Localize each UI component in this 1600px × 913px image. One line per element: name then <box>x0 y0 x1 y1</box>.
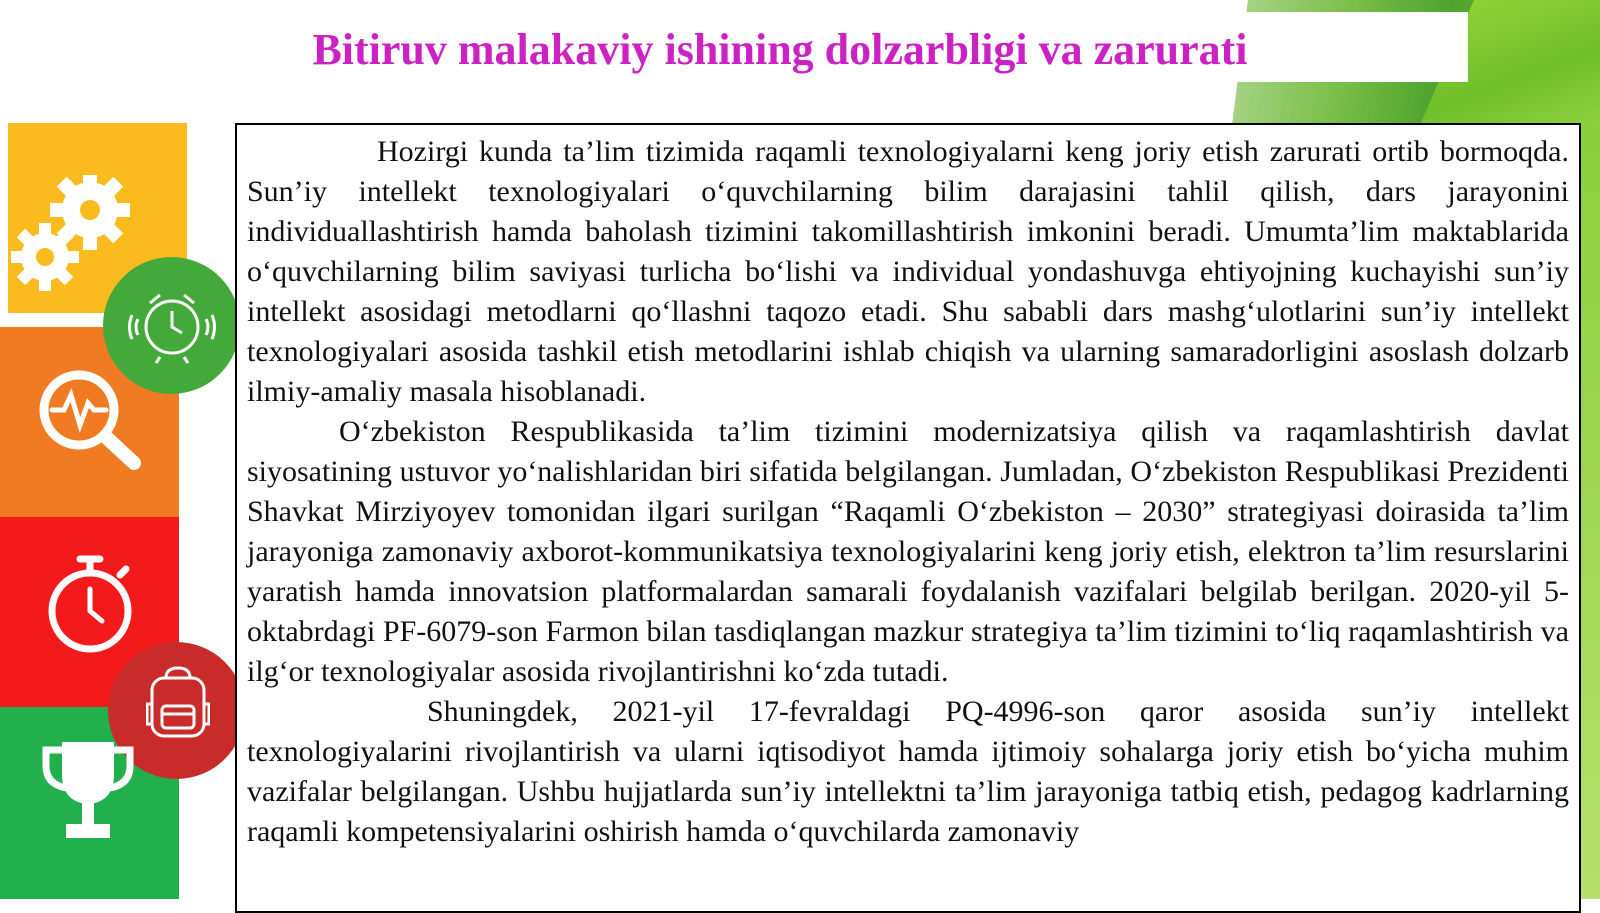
gears-icon <box>8 175 148 295</box>
paragraph-2: O‘zbekiston Respublikasida ta’lim tizimini modernizatsiya qilish va raqamlashtirish davlat siyosatining ustuvor yo‘nalishlaridan biri sifatida belgilangan. Jumladan, O‘zbekiston Respublikasi Prezidenti Shavkat Mirziyoyev tomonidan ilgari surilgan “Raqamli O‘zbekiston – 2030” strategiyasi doirasida ta’lim jarayoniga zamonaviy axborot-kommunikatsiya texnologiyalarini keng joriy etish, elektron ta’lim resurslarini yaratish hamda innovatsion platformalardan samarali foydalanish vazifalari belgilab berilgan. 2020-yil 5-oktabrdagi PF-6079-son Farmon bilan tasdiqlangan mazkur strategiya ta’lim tizimini to‘liq raqamlashtirish va ilg‘or texnologiyalar asosida rivojlantirishni ko‘zda tutadi. <box>247 415 1569 688</box>
slide-title: Bitiruv malakaviy ishining dolzarbligi va zarurati <box>312 25 1248 74</box>
right-green-strip <box>1580 125 1600 899</box>
stopwatch-icon <box>44 553 136 653</box>
trophy-icon <box>40 738 136 846</box>
backpack-icon <box>146 666 210 740</box>
alarm-clock-icon <box>128 285 216 365</box>
body-text <box>247 132 1569 852</box>
paragraph-1: Hozirgi kunda ta’lim tizimida raqamli texnologiyalarni keng joriy etish zarurati ortib bormoqda. Sun’iy intellekt texnologiyalari o‘quvchilarning bilim darajasini tahlil qilish, dars jarayonini individuallashtirish hamda baholash tizimini takomillashtirish imkonini beradi. Umumta’lim maktablarida o‘quvchilarning bilim saviyasi turlicha bo‘lishi va individual yondashuvga ehtiyojning kuchayishi sun’iy intellekt asosidagi metodlarni qo‘llashni taqozo etadi. Shu sababli dars mashg‘ulotlarini sun’iy intellekt texnologiyalari asosida tashkil etish metodlarini ishlab chiqish va ularning samaradorligini asoslash dolzarb ilmiy-amaliy masala hisoblanadi. <box>247 135 1569 408</box>
search-pulse-icon <box>34 365 149 475</box>
paragraph-3: Shuningdek, 2021-yil 17-fevraldagi PQ-4996-son qaror asosida sun’iy intellekt texnologiyalarini rivojlantirish va ularni iqtisodiyot hamda ijtimoiy sohalarga joriy etish bo‘yicha muhim vazifalar belgilangan. Ushbu hujjatlarda sun’iy intellektni ta’lim jarayoniga tatbiq etish, pedagog kadrlarning raqamli kompetensiyalarini oshirish hamda o‘quvchilarda zamonaviy <box>247 695 1569 848</box>
